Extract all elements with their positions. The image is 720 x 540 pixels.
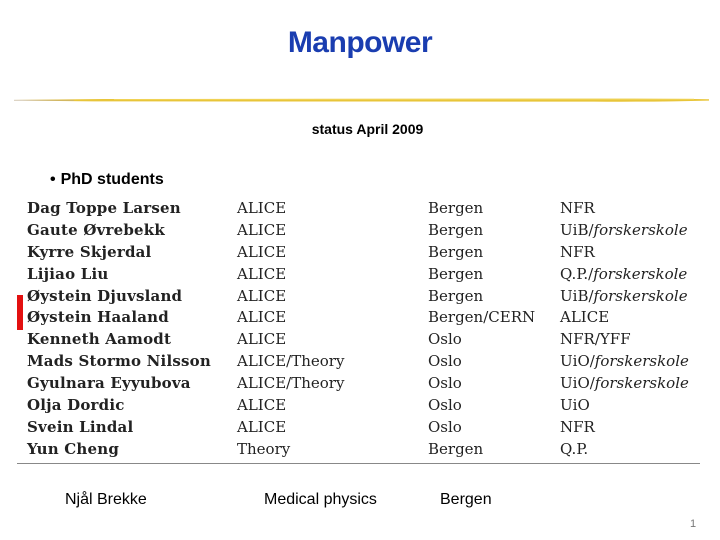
student-name: Lijiao Liu: [27, 264, 109, 283]
experiment: ALICE: [237, 242, 287, 261]
student-name: Svein Lindal: [27, 417, 134, 436]
institution: Oslo: [428, 330, 462, 349]
funding: UiB/forskerskole: [560, 286, 688, 305]
student-name: Yun Cheng: [27, 439, 120, 458]
student-name: Gyulnara Eyyubova: [27, 374, 191, 393]
funding: NFR/YFF: [560, 330, 631, 349]
funding: NFR: [560, 242, 595, 261]
experiment: ALICE: [237, 417, 287, 436]
experiment: ALICE/Theory: [237, 352, 345, 371]
funding: NFR: [560, 417, 595, 436]
student-name: Dag Toppe Larsen: [27, 199, 181, 217]
student-name: Olja Dordic: [27, 396, 125, 415]
student-name: Gaute Øvrebekk: [27, 220, 165, 239]
experiment: ALICE/Theory: [237, 374, 345, 393]
funding: NFR: [560, 199, 595, 217]
institution: Oslo: [428, 396, 462, 415]
experiment: ALICE: [237, 308, 287, 327]
institution: Bergen: [428, 220, 484, 239]
slide-subtitle: status April 2009: [311, 121, 424, 137]
decorative-gold-rule: [14, 96, 709, 104]
institution: Bergen: [428, 242, 484, 261]
institution: Bergen: [428, 286, 484, 305]
experiment: Theory: [237, 439, 291, 458]
funding: UiO/forskerskole: [560, 374, 689, 393]
institution: Oslo: [428, 417, 462, 436]
page-number: 1: [690, 518, 697, 530]
funding: UiO/forskerskole: [560, 352, 689, 371]
slide-title: Manpower: [287, 26, 433, 59]
institution: Bergen/CERN: [428, 308, 536, 327]
section-bullet: [50, 171, 164, 189]
experiment: ALICE: [237, 286, 287, 305]
bullet-label: PhD students: [60, 171, 164, 188]
student-name: Kenneth Aamodt: [27, 330, 172, 349]
funding: Q.P.: [560, 439, 589, 458]
funding: UiO: [560, 396, 590, 415]
highlight-marker: [17, 295, 23, 330]
student-name: Øystein Djuvsland: [27, 286, 183, 305]
funding: Q.P./forskerskole: [560, 264, 688, 283]
funding: UiB/forskerskole: [560, 220, 688, 239]
institution: Oslo: [428, 374, 462, 393]
institution: Bergen: [428, 264, 484, 283]
experiment: ALICE: [237, 199, 287, 217]
extra-student-field: Medical physics: [264, 491, 377, 508]
student-name: Kyrre Skjerdal: [27, 242, 152, 261]
funding: ALICE: [560, 308, 610, 327]
institution: Oslo: [428, 352, 462, 371]
table-bottom-rule: [17, 463, 700, 464]
student-name: Mads Stormo Nilsson: [27, 352, 211, 371]
institution: Bergen: [428, 199, 484, 217]
experiment: ALICE: [237, 220, 287, 239]
extra-student-institution: Bergen: [440, 491, 492, 508]
institution: Bergen: [428, 439, 484, 458]
experiment: ALICE: [237, 396, 287, 415]
bullet-icon: •: [50, 171, 56, 188]
extra-student-name: Njål Brekke: [65, 491, 147, 508]
experiment: ALICE: [237, 264, 287, 283]
student-name: Øystein Haaland: [27, 308, 169, 327]
experiment: ALICE: [237, 330, 287, 349]
